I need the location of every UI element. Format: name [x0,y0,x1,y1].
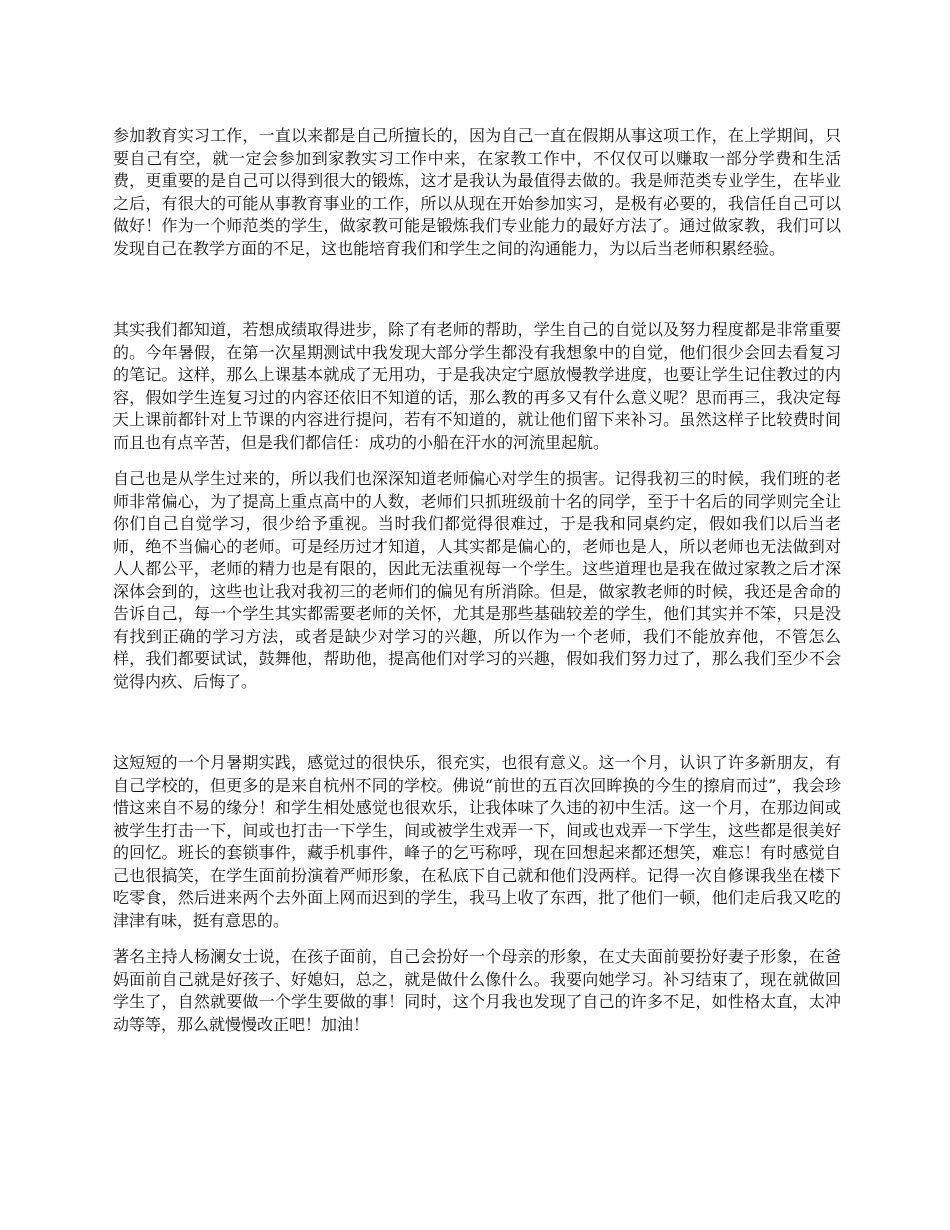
paragraph-gap [113,932,841,946]
paragraph-student-self-discipline: 其实我们都知道，若想成绩取得进步，除了有老师的帮助，学生自己的自觉以及努力程度都是非常重要的。今年暑假，在第一次星期测试中我发现大部分学生都没有我想象中的自觉，他们很少会回去看复习的笔记。这样，那么上课基本就成了无用功，于是我决定宁愿放慢教学进度，也要让学生记住教过的内容，假如学生连复习过的内容还依旧不知道的话，那么教的再多又有什么意义呢？思而再三，我决定每天上课前都针对上节课的内容进行提问，若有不知道的，就让他们留下来补习。虽然这样子比较费时间而且也有点辛苦，但是我们都信任：成功的小船在汗水的河流里起航。 [113,320,841,452]
paragraph-conclusion: 著名主持人杨澜女士说，在孩子面前，自己会扮好一个母亲的形象，在丈夫面前要扮好妻子形象，在爸妈面前自己就是好孩子、好媳妇，总之，就是做什么像什么。我要向她学习。补习结束了，现在就做回学生了，自然就要做一个学生要做的事！同时，这个月我也发现了自己的许多不足，如性格太直，太冲动等等，那么就慢慢改正吧！加油！ [113,947,841,1034]
paragraph-teacher-fairness: 自己也是从学生过来的，所以我们也深深知道老师偏心对学生的损害。记得我初三的时候，我们班的老师非常偏心，为了提高上重点高中的人数，老师们只抓班级前十名的同学，至于十名后的同学则完全让你们自己自觉学习，很少给予重视。当时我们都觉得很难过，于是我和同桌约定，假如我们以后当老师，绝不当偏心的老师。可是经历过才知道，人其实都是偏心的，老师也是人，所以老师也无法做到对人人都公平，老师的精力也是有限的，因此无法重视每一个学生。这些道理也是我在做过家教之后才深深体会到的，这些也让我对我初三的老师们的偏见有所消除。但是，做家教老师的时候，我还是舍命的告诉自己，每一个学生其实都需要老师的关怀，尤其是那些基础较差的学生，他们其实并不笨，只是没有找到正确的学习方法，或者是缺少对学习的兴趣，所以作为一个老师，我们不能放弃他，不管怎么样，我们都要试试，鼓舞他，帮助他，提高他们对学习的兴趣，假如我们努力过了，那么我们至少不会觉得内疚、后悔了。 [113,469,841,691]
document-body [113,125,841,1036]
paragraph-gap [113,454,841,468]
paragraph-gap [113,693,841,752]
paragraph-summer-practice: 这短短的一个月暑期实践，感觉过的很快乐，很充实，也很有意义。这一个月，认识了许多新朋友，有自己学校的，但更多的是来自杭州不同的学校。佛说“前世的五百次回眸换的今生的擦肩而过”，我会珍惜这来自不易的缘分！和学生相处感觉也很欢乐，让我体味了久违的初中生活。这一个月，在那边间或被学生打击一下，间或也打击一下学生，间或被学生戏弄一下，间或也戏弄一下学生，这些都是很美好的回忆。班长的套锁事件，藏手机事件，峰子的乞丐称呼，现在回想起来都还想笑，难忘！有时感觉自己也很搞笑，在学生面前扮演着严师形象，在私底下自己就和他们没两样。记得一次自修课我坐在楼下吃零食，然后进来两个去外面上网而迟到的学生，我马上收了东西，批了他们一顿，他们走后我又吃的津津有味，挺有意思的。 [113,753,841,930]
paragraph-internship-intro: 参加教育实习工作，一直以来都是自己所擅长的，因为自己一直在假期从事这项工作，在上学期间，只要自己有空，就一定会参加到家教实习工作中来，在家教工作中，不仅仅可以赚取一部分学费和生活费，更重要的是自己可以得到很大的锻炼，这才是我认为最值得去做的。我是师范类专业学生，在毕业之后，有很大的可能从事教育事业的工作，所以从现在开始参加实习，是极有必要的，我信任自己可以做好！作为一个师范类的学生，做家教可能是锻炼我们专业能力的最好方法了。通过做家教，我们可以发现自己在教学方面的不足，这也能培育我们和学生之间的沟通能力，为以后当老师积累经验。 [113,126,841,258]
paragraph-gap [113,260,841,319]
